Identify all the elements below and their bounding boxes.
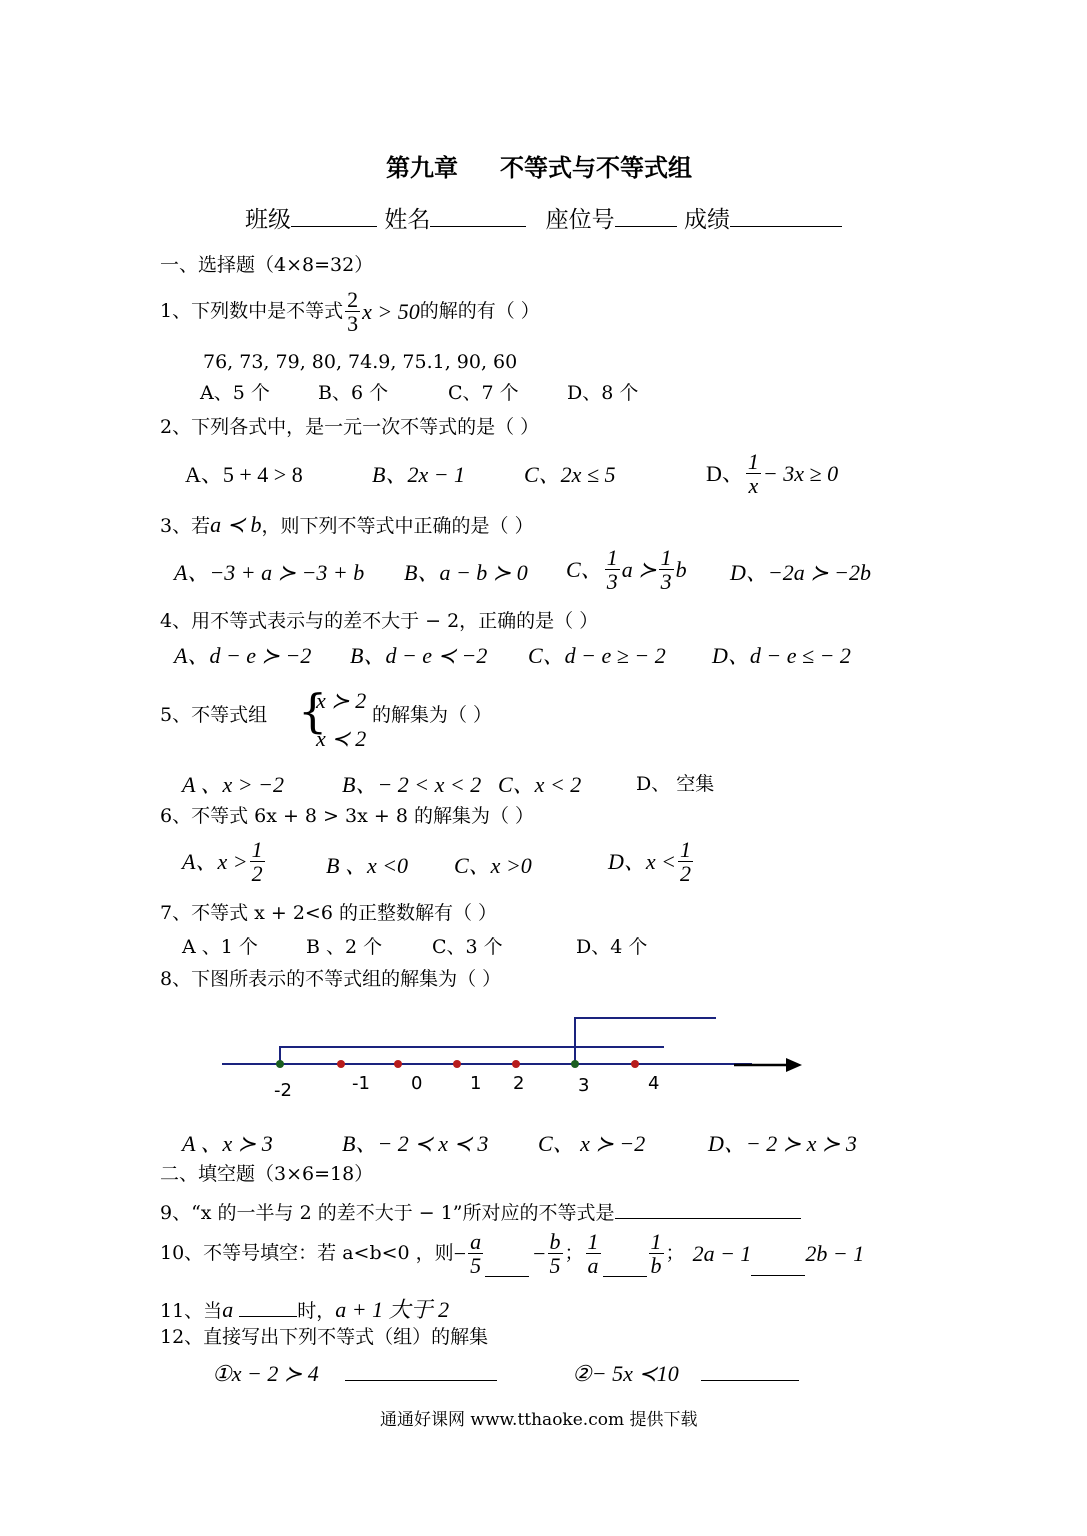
section1-title: 一、选择题（4×8=32） xyxy=(160,254,374,276)
q5-brace: { xyxy=(298,684,328,738)
q12-blank-1[interactable] xyxy=(345,1360,497,1381)
q1-fraction: $\frac{2}{3}$ xyxy=(347,287,359,337)
q3-option-c[interactable] xyxy=(566,546,687,593)
question-10 xyxy=(160,1230,864,1277)
q10-blank-3[interactable] xyxy=(751,1255,805,1276)
tick-label: 0 xyxy=(411,1073,423,1094)
q3-stem-end: ，则下列不等式中正确的是（ ） xyxy=(261,515,534,537)
q3-stem: 3、若 xyxy=(160,515,211,537)
point-minus-2 xyxy=(276,1060,284,1068)
page-title-chapter: 第九章 xyxy=(386,154,458,182)
q11-stem-mid: 时， xyxy=(297,1300,336,1322)
page-title-topic: 不等式与不等式组 xyxy=(500,154,692,182)
q8-option-b[interactable]: B、− 2 ≺ x ≺ 3 xyxy=(342,1131,489,1156)
q6-d-fraction: $\frac{1}{2}$ xyxy=(680,837,691,887)
q11-answer-blank[interactable] xyxy=(239,1296,297,1317)
q7-option-c[interactable]: C、3 个 xyxy=(432,936,503,958)
q3-option-b[interactable]: B、a − b ≻ 0 xyxy=(404,560,528,585)
score-label: 成绩 xyxy=(683,207,730,233)
name-blank[interactable] xyxy=(430,206,526,227)
q10-fraction-a5: $\frac{a}{5}$ xyxy=(470,1229,482,1279)
q3-c-label: C、 xyxy=(566,556,603,582)
q10-separator-1: ； xyxy=(564,1242,584,1265)
q8-option-c[interactable]: C、 x ≻ −2 xyxy=(538,1131,646,1156)
question-9 xyxy=(160,1198,801,1223)
class-label: 班级 xyxy=(245,207,291,233)
section2-title: 二、填空题（3×6=18） xyxy=(160,1163,374,1185)
q5-option-a[interactable]: A 、x > −2 xyxy=(182,772,284,797)
q10-fraction-1a: $\frac{1}{a}$ xyxy=(587,1229,599,1279)
q1-numbers: 76, 73, 79, 80, 74.9, 75.1, 90, 60 xyxy=(203,351,518,373)
q5-option-c[interactable]: C、x < 2 xyxy=(498,772,582,797)
q1-option-b[interactable]: B、6 个 xyxy=(318,382,389,404)
question-3 xyxy=(160,514,534,536)
question-7: 7、不等式 x + 2<6 的正整数解有（ ） xyxy=(160,902,498,924)
q8-option-a[interactable]: A 、x ≻ 3 xyxy=(182,1131,273,1156)
q4-option-c[interactable]: C、d − e ≥ − 2 xyxy=(528,643,666,668)
q3-c-fraction-2: $\frac{1}{3}$ xyxy=(660,545,672,595)
q4-option-a[interactable]: A、d − e ≻ −2 xyxy=(174,643,312,668)
q12-item-1 xyxy=(212,1360,497,1385)
q5-line-2: x ≺ 2 xyxy=(316,726,367,751)
q11-stem-end: a + 1 大于 2 xyxy=(335,1297,450,1322)
q10-expression-right: 2b − 1 xyxy=(805,1240,865,1266)
q7-option-a[interactable]: A 、1 个 xyxy=(182,936,258,958)
tick-label: 1 xyxy=(470,1073,482,1094)
point-minus-1 xyxy=(337,1060,345,1068)
q9-answer-blank[interactable] xyxy=(615,1198,801,1219)
q6-option-a[interactable] xyxy=(182,838,267,885)
q2-option-a[interactable]: A、5 + 4 > 8 xyxy=(185,462,303,487)
q1-expression: x > 50 xyxy=(362,298,420,324)
q8-number-line xyxy=(0,1000,1087,1110)
q1-option-a[interactable]: A、5 个 xyxy=(200,382,270,404)
q6-a-fraction: $\frac{1}{2}$ xyxy=(251,837,263,887)
q10-minus-1: − xyxy=(453,1240,467,1266)
bracket-x-greater-than-3 xyxy=(575,1018,716,1064)
q6-a-expression: A、x > xyxy=(182,848,248,874)
point-3 xyxy=(571,1060,579,1068)
q5-line-1: x ≻ 2 xyxy=(316,688,367,713)
q2-option-c[interactable]: C、2x ≤ 5 xyxy=(524,462,616,487)
question-4: 4、用不等式表示与的差不大于 − 2，正确的是（ ） xyxy=(160,610,599,632)
q7-option-d[interactable]: D、4 个 xyxy=(576,936,648,958)
point-2 xyxy=(512,1060,520,1068)
q10-blank-1[interactable] xyxy=(485,1256,529,1277)
q3-option-a[interactable]: A、−3 + a ≻ −3 + b xyxy=(174,560,365,585)
point-4 xyxy=(631,1060,639,1068)
q3-option-d[interactable]: D、−2a ≻ −2b xyxy=(730,560,872,585)
q9-stem: 9、“x 的一半与 2 的差不大于 − 1”所对应的不等式是 xyxy=(160,1202,615,1224)
name-label: 姓名 xyxy=(384,207,431,233)
q4-option-d[interactable]: D、d − e ≤ − 2 xyxy=(712,643,851,668)
q12-blank-2[interactable] xyxy=(701,1360,799,1381)
question-6: 6、不等式 6x + 8 > 3x + 8 的解集为（ ） xyxy=(160,805,534,827)
q3-c-middle: a ≻ xyxy=(621,556,657,582)
q6-option-d[interactable] xyxy=(608,838,695,885)
q2-d-expression: − 3x ≥ 0 xyxy=(762,460,839,486)
q5-stem: 5、不等式组 xyxy=(160,704,268,726)
q6-option-c[interactable]: C、x >0 xyxy=(454,853,532,878)
q5-stem-end: 的解集为（ ） xyxy=(372,704,493,726)
question-12: 12、直接写出下列不等式（组）的解集 xyxy=(160,1326,489,1348)
q2-option-d[interactable] xyxy=(706,450,838,497)
q6-d-expression: D、x < xyxy=(608,848,676,874)
q12-item-2-expression: ②− 5x ≺10 xyxy=(572,1361,679,1386)
class-blank[interactable] xyxy=(291,206,377,227)
q7-option-b[interactable]: B 、2 个 xyxy=(306,936,383,958)
page-footer: 通通好课网 www.tthaoke.com 提供下载 xyxy=(380,1410,698,1430)
q10-blank-2[interactable] xyxy=(603,1256,647,1277)
tick-label: 3 xyxy=(578,1075,590,1096)
q5-option-b[interactable]: B、− 2 < x < 2 xyxy=(342,772,482,797)
q10-expression-left: 2a − 1 xyxy=(692,1240,752,1266)
q11-variable: a xyxy=(222,1297,234,1322)
seat-blank[interactable] xyxy=(615,206,677,227)
q3-condition: a ≺ b xyxy=(210,512,262,537)
score-blank[interactable] xyxy=(730,206,842,227)
q12-item-2 xyxy=(572,1360,799,1385)
q1-option-c[interactable]: C、7 个 xyxy=(448,382,519,404)
q12-item-1-expression: ①x − 2 ≻ 4 xyxy=(212,1361,319,1386)
q3-c-end: b xyxy=(675,556,687,582)
q10-fraction-b5: $\frac{b}{5}$ xyxy=(549,1229,561,1279)
tick-label: -1 xyxy=(352,1073,370,1094)
bracket-x-greater-than-minus-2 xyxy=(280,1047,664,1064)
q10-minus-2: − xyxy=(533,1240,546,1266)
tick-label: -2 xyxy=(274,1080,292,1101)
seat-label: 座位号 xyxy=(545,207,615,233)
question-11 xyxy=(160,1296,449,1321)
student-info-header xyxy=(245,206,842,232)
q5-option-d[interactable]: D、 空集 xyxy=(636,773,715,795)
question-8: 8、下图所表示的不等式组的解集为（ ） xyxy=(160,968,502,990)
point-1 xyxy=(453,1060,461,1068)
q1-stem: 1、下列数中是不等式 xyxy=(160,300,344,323)
q11-stem: 11、当 xyxy=(160,1300,223,1322)
question-1 xyxy=(160,288,540,335)
question-2: 2、下列各式中，是一元一次不等式的是（ ） xyxy=(160,416,540,438)
q4-option-b[interactable]: B、d − e ≺ −2 xyxy=(350,643,488,668)
q8-option-d[interactable]: D、− 2 ≻ x ≻ 3 xyxy=(708,1131,857,1156)
q1-stem-end: 的解的有（ ） xyxy=(419,300,540,323)
q2-option-b[interactable]: B、2x − 1 xyxy=(372,462,466,487)
tick-label: 4 xyxy=(648,1073,660,1094)
point-0 xyxy=(394,1060,402,1068)
q6-option-b[interactable]: B 、x <0 xyxy=(326,853,409,878)
q2-d-fraction: $\frac{1}{x}$ xyxy=(747,449,759,499)
q10-fraction-1b: $\frac{1}{b}$ xyxy=(650,1229,662,1279)
q10-stem: 10、不等号填空：若 a<b<0 ，则 xyxy=(160,1242,454,1265)
q3-c-fraction-1: $\frac{1}{3}$ xyxy=(606,545,618,595)
q10-separator-2: ； xyxy=(665,1242,685,1265)
number-line-arrowhead xyxy=(786,1058,802,1072)
q2-d-label: D、 xyxy=(706,460,744,486)
q1-option-d[interactable]: D、8 个 xyxy=(567,382,639,404)
tick-label: 2 xyxy=(513,1073,525,1094)
